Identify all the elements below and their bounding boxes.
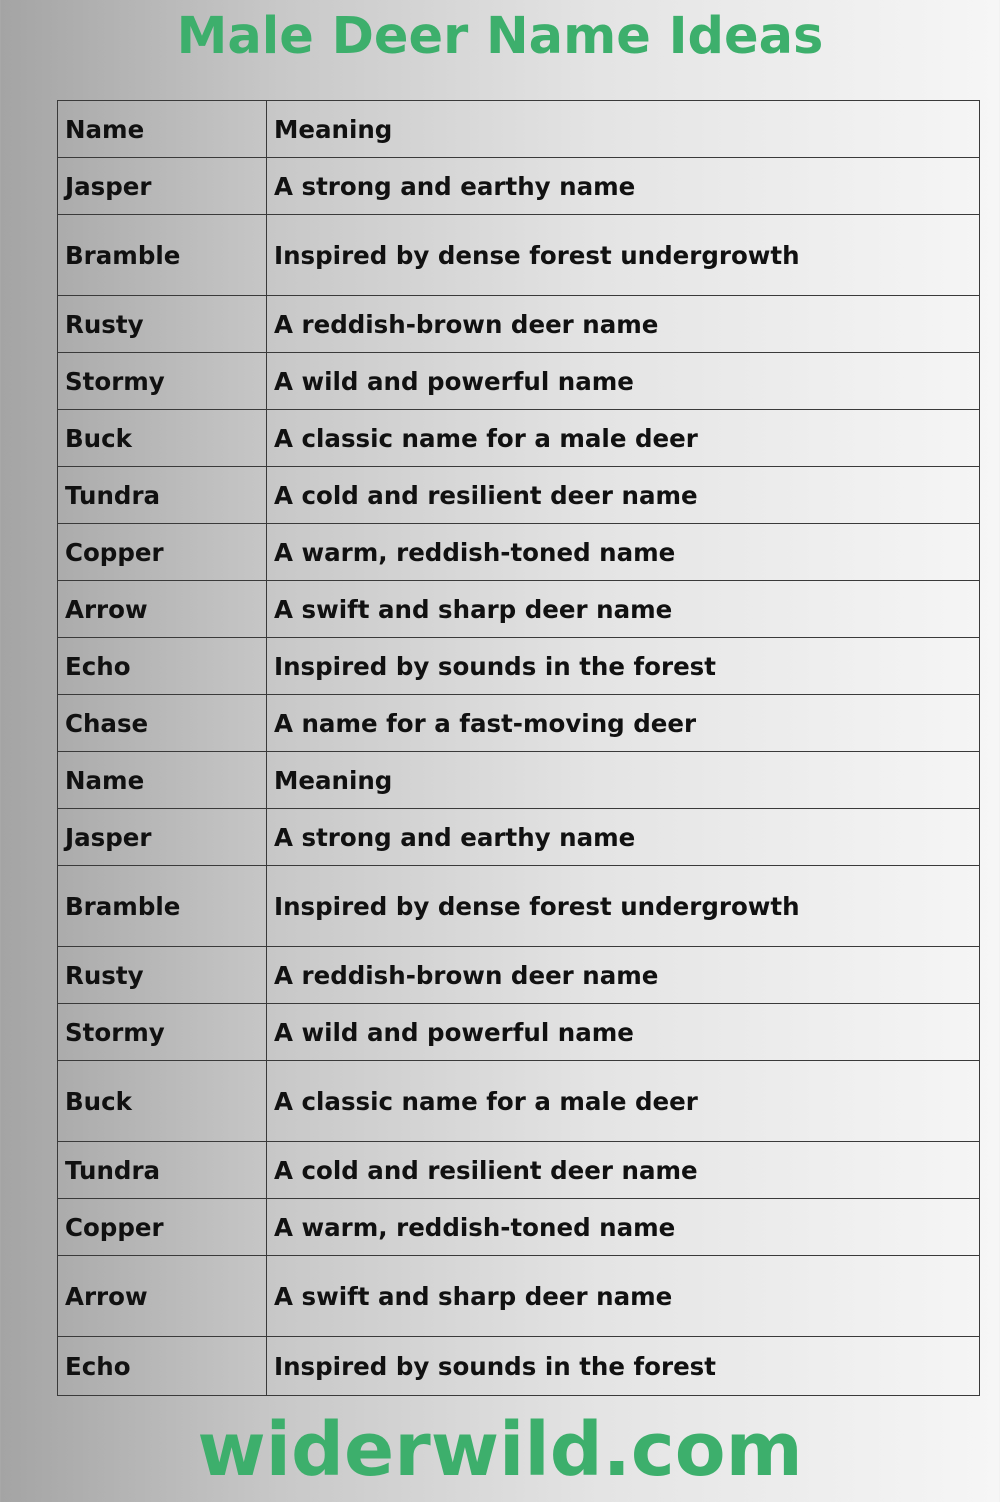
name-cell: Rusty	[58, 296, 267, 353]
table-row	[58, 1004, 980, 1061]
meaning-cell: Inspired by dense forest undergrowth	[267, 866, 980, 947]
table-row	[58, 1061, 980, 1142]
table-row	[58, 215, 980, 296]
table-row	[58, 101, 980, 158]
meaning-cell: Meaning	[267, 752, 980, 809]
table-row	[58, 866, 980, 947]
meaning-cell: A cold and resilient deer name	[267, 467, 980, 524]
name-cell: Rusty	[58, 947, 267, 1004]
meaning-cell: A wild and powerful name	[267, 1004, 980, 1061]
name-cell: Bramble	[58, 866, 267, 947]
table-row	[58, 1256, 980, 1337]
table-row	[58, 752, 980, 809]
meaning-cell: A reddish-brown deer name	[267, 947, 980, 1004]
name-cell: Copper	[58, 524, 267, 581]
name-cell: Name	[58, 752, 267, 809]
table-row	[58, 947, 980, 1004]
table-row	[58, 1337, 980, 1396]
meaning-cell: A classic name for a male deer	[267, 410, 980, 467]
meaning-cell: Inspired by sounds in the forest	[267, 638, 980, 695]
page-title: Male Deer Name Ideas	[176, 7, 824, 66]
name-cell: Copper	[58, 1199, 267, 1256]
table-row	[58, 524, 980, 581]
meaning-cell: A swift and sharp deer name	[267, 1256, 980, 1337]
name-cell: Stormy	[58, 1004, 267, 1061]
meaning-cell: A strong and earthy name	[267, 809, 980, 866]
table-row	[58, 1142, 980, 1199]
meaning-cell: Meaning	[267, 101, 980, 158]
name-cell: Tundra	[58, 1142, 267, 1199]
name-cell: Chase	[58, 695, 267, 752]
meaning-cell: A swift and sharp deer name	[267, 581, 980, 638]
table-row	[58, 158, 980, 215]
name-cell: Name	[58, 101, 267, 158]
table-row	[58, 695, 980, 752]
table-row	[58, 353, 980, 410]
table-row	[58, 467, 980, 524]
meaning-cell: A name for a fast-moving deer	[267, 695, 980, 752]
name-cell: Buck	[58, 1061, 267, 1142]
name-cell: Buck	[58, 410, 267, 467]
meaning-cell: Inspired by sounds in the forest	[267, 1337, 980, 1396]
meaning-cell: A warm, reddish-toned name	[267, 1199, 980, 1256]
name-cell: Echo	[58, 638, 267, 695]
table-row	[58, 638, 980, 695]
meaning-cell: A warm, reddish-toned name	[267, 524, 980, 581]
name-cell: Jasper	[58, 158, 267, 215]
table-row	[58, 296, 980, 353]
name-cell: Tundra	[58, 467, 267, 524]
name-cell: Echo	[58, 1337, 267, 1396]
meaning-cell: A reddish-brown deer name	[267, 296, 980, 353]
name-cell: Arrow	[58, 1256, 267, 1337]
meaning-cell: A strong and earthy name	[267, 158, 980, 215]
meaning-cell: A wild and powerful name	[267, 353, 980, 410]
meaning-cell: Inspired by dense forest undergrowth	[267, 215, 980, 296]
name-cell: Arrow	[58, 581, 267, 638]
name-cell: Bramble	[58, 215, 267, 296]
footer-site-name: widerwild.com	[197, 1407, 803, 1493]
table-row	[58, 410, 980, 467]
meaning-cell: A cold and resilient deer name	[267, 1142, 980, 1199]
deer-names-table	[57, 100, 980, 1396]
table-row	[58, 809, 980, 866]
table-row	[58, 581, 980, 638]
meaning-cell: A classic name for a male deer	[267, 1061, 980, 1142]
name-cell: Stormy	[58, 353, 267, 410]
name-cell: Jasper	[58, 809, 267, 866]
table-row	[58, 1199, 980, 1256]
